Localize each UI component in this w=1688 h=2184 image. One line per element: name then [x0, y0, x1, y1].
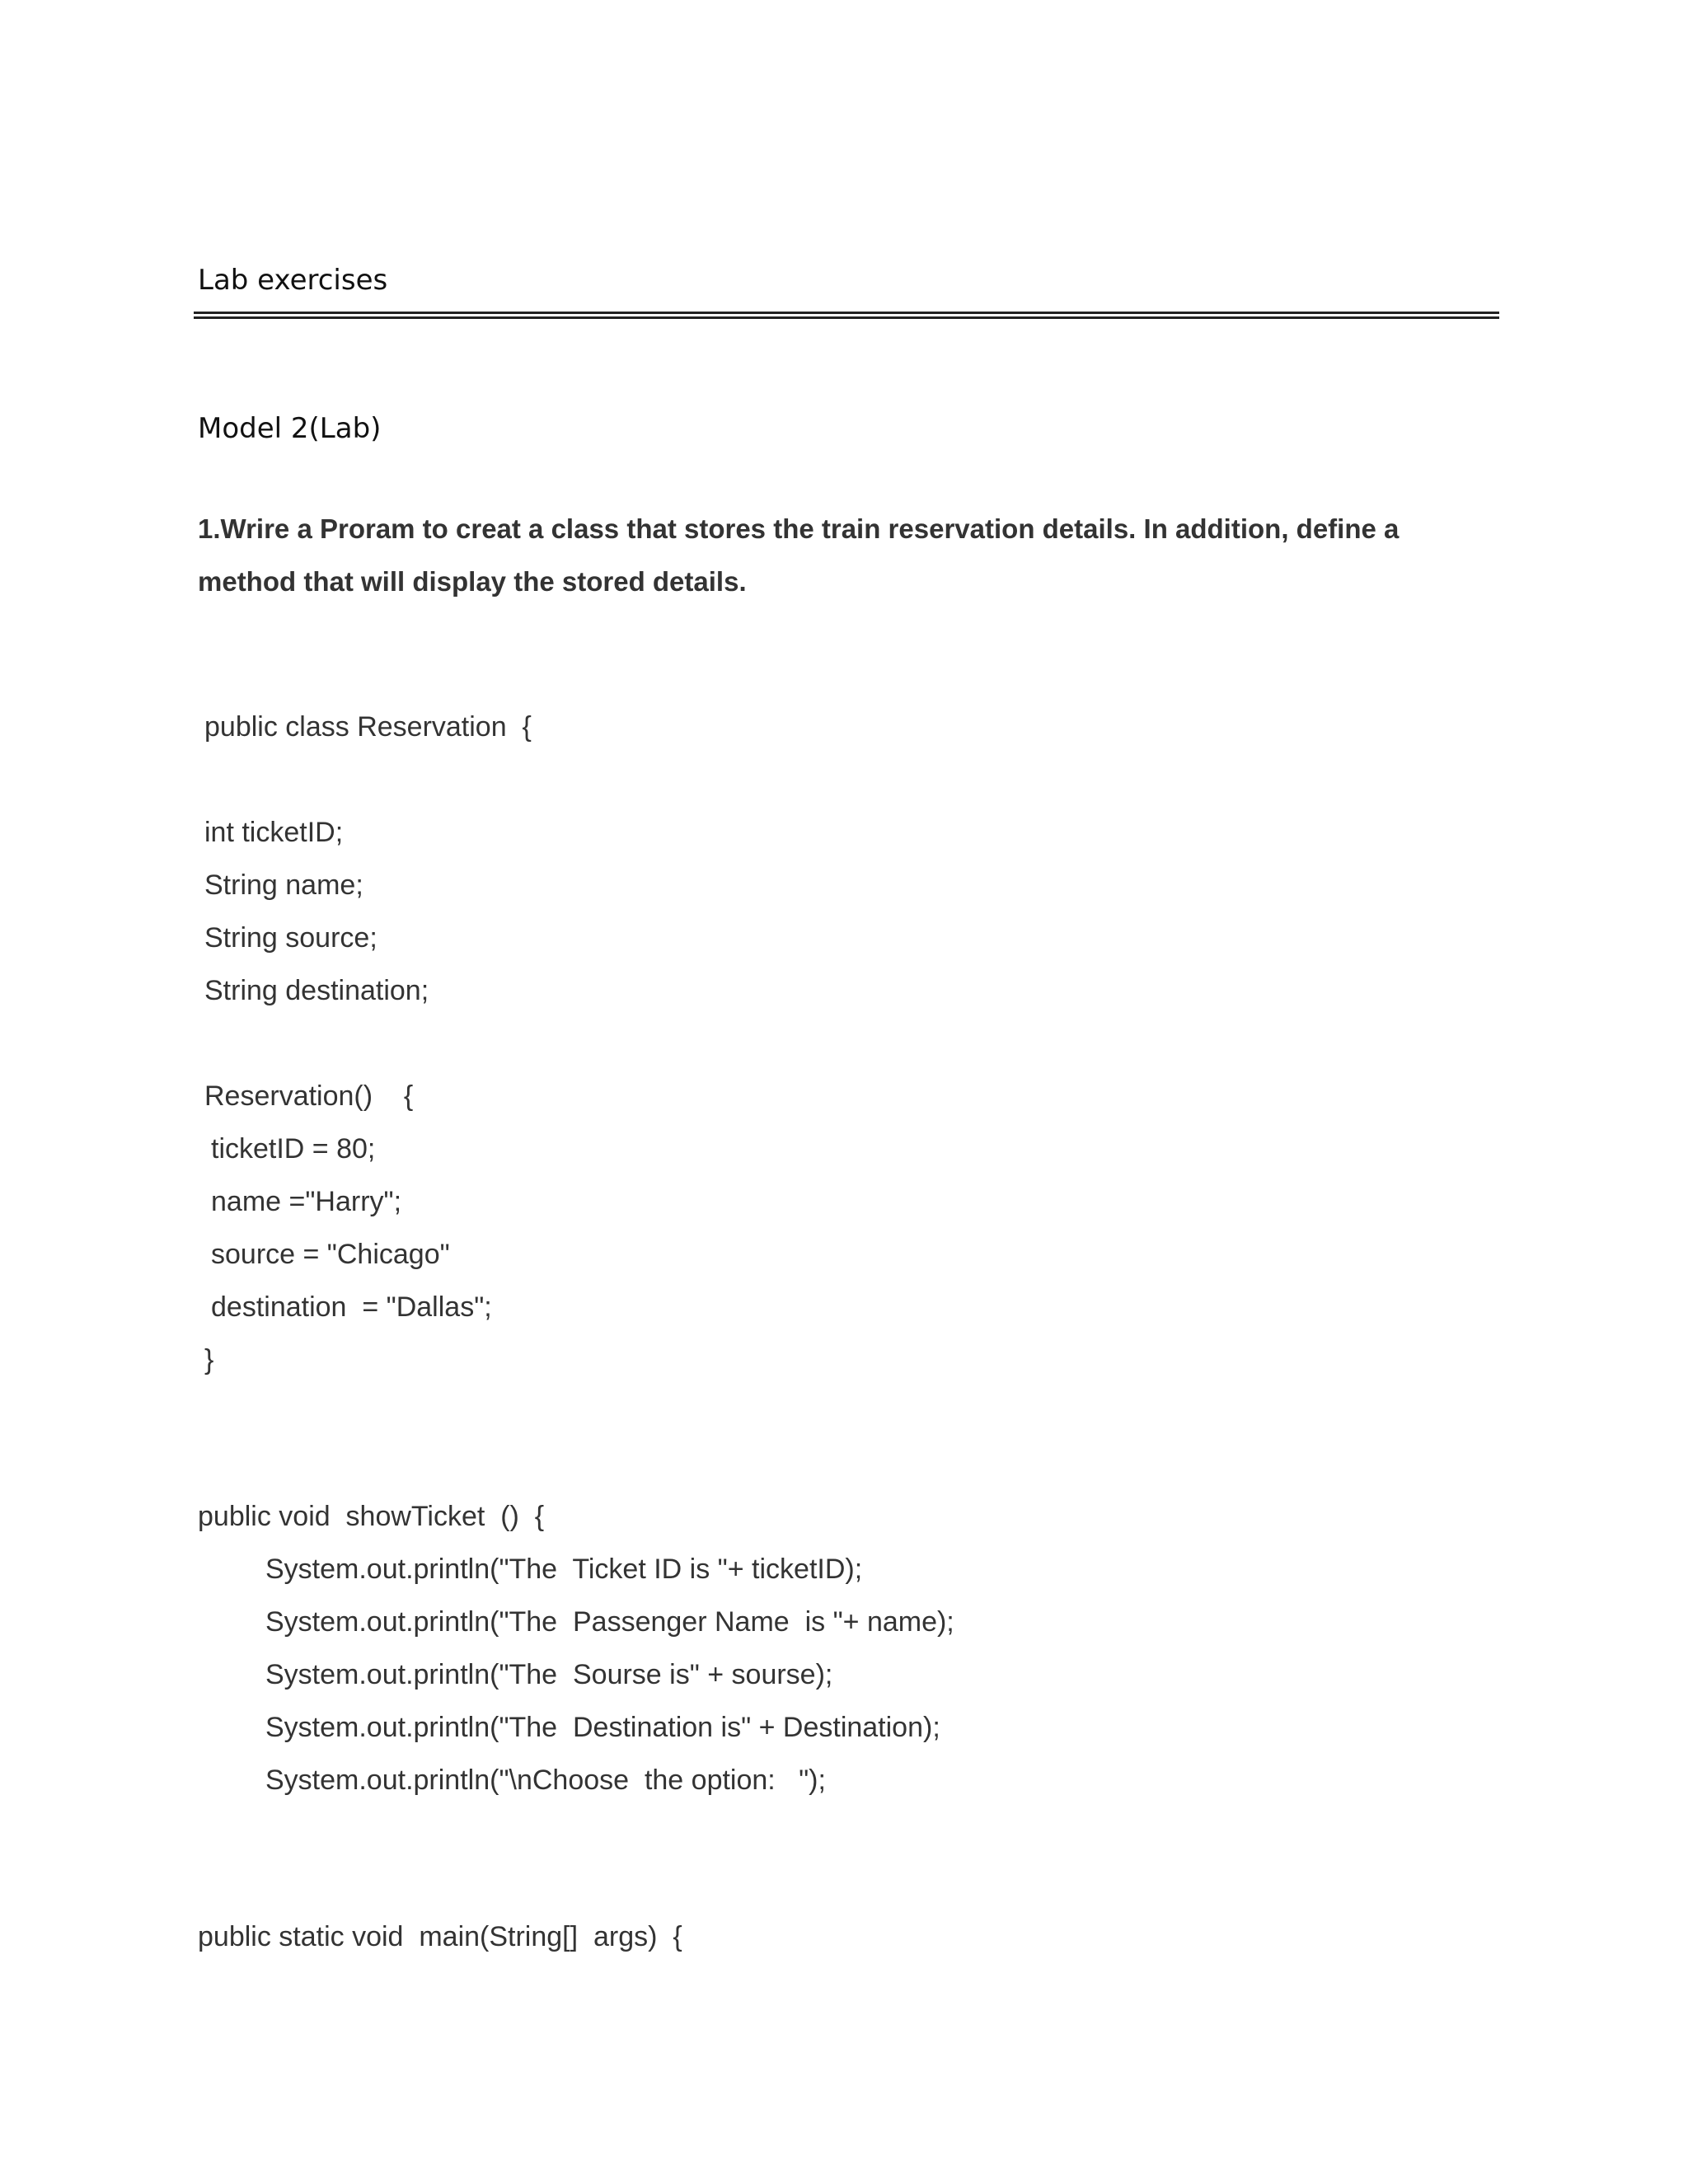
code-line: String source;: [204, 922, 377, 954]
exercise-prompt: [198, 503, 1484, 608]
code-line: String destination;: [204, 975, 429, 1006]
page-header-title: Lab exercises: [198, 264, 388, 297]
code-line: public static void main(String[] args) {: [198, 1921, 682, 1952]
code-line: ticketID = 80;: [211, 1133, 376, 1165]
code-line: Reservation() {: [204, 1080, 414, 1112]
code-line: System.out.println("\nChoose the option: ");: [265, 1765, 826, 1796]
code-line: System.out.println("The Passenger Name is "+ name);: [265, 1606, 954, 1638]
code-line: public class Reservation {: [204, 711, 532, 743]
code-line: int ticketID;: [204, 817, 344, 848]
code-line: source = "Chicago": [211, 1239, 450, 1270]
code-line: String name;: [204, 869, 363, 901]
section-title: Model 2(Lab): [198, 412, 382, 445]
code-line: name ="Harry";: [211, 1186, 402, 1217]
code-line: public void showTicket () {: [198, 1501, 545, 1532]
code-line: System.out.println("The Destination is" + Destination);: [265, 1712, 940, 1743]
code-line: }: [204, 1344, 214, 1376]
code-line: System.out.println("The Ticket ID is "+ ticketID);: [265, 1554, 863, 1585]
code-line: destination = "Dallas";: [211, 1291, 492, 1323]
header-double-rule: [194, 312, 1499, 319]
code-line: System.out.println("The Sourse is" + sourse);: [265, 1659, 833, 1690]
exercise-line: method that will display the stored details.: [198, 566, 747, 597]
exercise-line: 1.Wrire a Proram to creat a class that stores the train reservation details. In addition, define a: [198, 513, 1400, 544]
